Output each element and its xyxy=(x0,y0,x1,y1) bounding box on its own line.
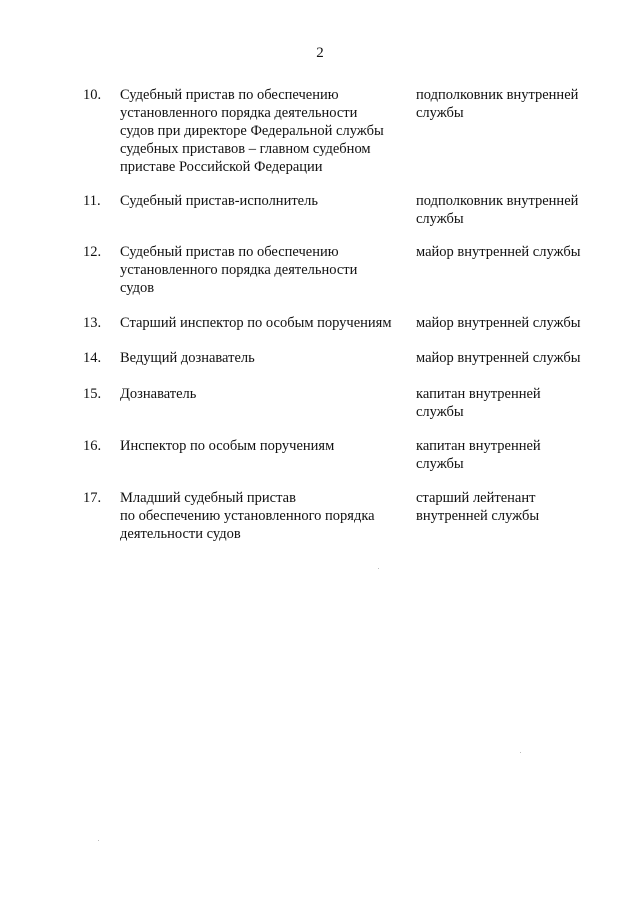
title-line: деятельности судов xyxy=(120,526,241,542)
position-title xyxy=(120,314,412,332)
position-title xyxy=(120,86,412,176)
special-rank xyxy=(416,349,606,367)
title-line: Ведущий дознаватель xyxy=(120,350,255,366)
item-number: 12. xyxy=(83,244,102,260)
page-number: 2 xyxy=(316,45,324,61)
special-rank xyxy=(416,437,606,473)
title-line: судов xyxy=(120,280,155,296)
position-title xyxy=(120,243,412,297)
special-rank xyxy=(416,314,606,332)
rank-line: службы xyxy=(416,211,464,227)
special-rank xyxy=(416,86,606,122)
scan-speck xyxy=(378,568,379,569)
rank-line: майор внутренней службы xyxy=(416,350,581,366)
rank-line: службы xyxy=(416,404,464,420)
item-number: 10. xyxy=(83,87,102,103)
position-title xyxy=(120,437,412,455)
item-number: 11. xyxy=(83,193,101,209)
item-number: 15. xyxy=(83,386,102,402)
title-line: по обеспечению установленного порядка xyxy=(120,508,375,524)
item-number: 13. xyxy=(83,315,102,331)
item-number: 16. xyxy=(83,438,102,454)
special-rank xyxy=(416,192,606,228)
rank-line: внутренней службы xyxy=(416,508,540,524)
rank-line: старший лейтенант xyxy=(416,490,536,506)
title-line: установленного порядка деятельности xyxy=(120,105,358,121)
rank-line: майор внутренней службы xyxy=(416,244,581,260)
special-rank xyxy=(416,489,606,525)
scan-speck xyxy=(520,752,521,753)
position-title xyxy=(120,349,412,367)
rank-line: подполковник внутренней xyxy=(416,193,579,209)
title-line: Старший инспектор по особым поручениям xyxy=(120,315,392,331)
item-number: 14. xyxy=(83,350,102,366)
title-line: судебных приставов – главном судебном xyxy=(120,141,371,157)
rank-line: капитан внутренней xyxy=(416,438,541,454)
title-line: Судебный пристав по обеспечению xyxy=(120,87,339,103)
rank-line: капитан внутренней xyxy=(416,386,541,402)
title-line: Младший судебный пристав xyxy=(120,490,296,506)
rank-line: службы xyxy=(416,456,464,472)
title-line: Дознаватель xyxy=(120,386,197,402)
title-line: установленного порядка деятельности xyxy=(120,262,358,278)
title-line: судов при директоре Федеральной службы xyxy=(120,123,384,139)
title-line: приставе Российской Федерации xyxy=(120,159,323,175)
title-line: Судебный пристав по обеспечению xyxy=(120,244,339,260)
title-line: Инспектор по особым поручениям xyxy=(120,438,335,454)
position-title xyxy=(120,192,412,210)
title-line: Судебный пристав-исполнитель xyxy=(120,193,318,209)
scan-speck xyxy=(98,840,99,841)
rank-line: подполковник внутренней xyxy=(416,87,579,103)
special-rank xyxy=(416,243,606,261)
rank-line: майор внутренней службы xyxy=(416,315,581,331)
rank-line: службы xyxy=(416,105,464,121)
special-rank xyxy=(416,385,606,421)
position-title xyxy=(120,489,412,543)
position-title xyxy=(120,385,412,403)
item-number: 17. xyxy=(83,490,102,506)
